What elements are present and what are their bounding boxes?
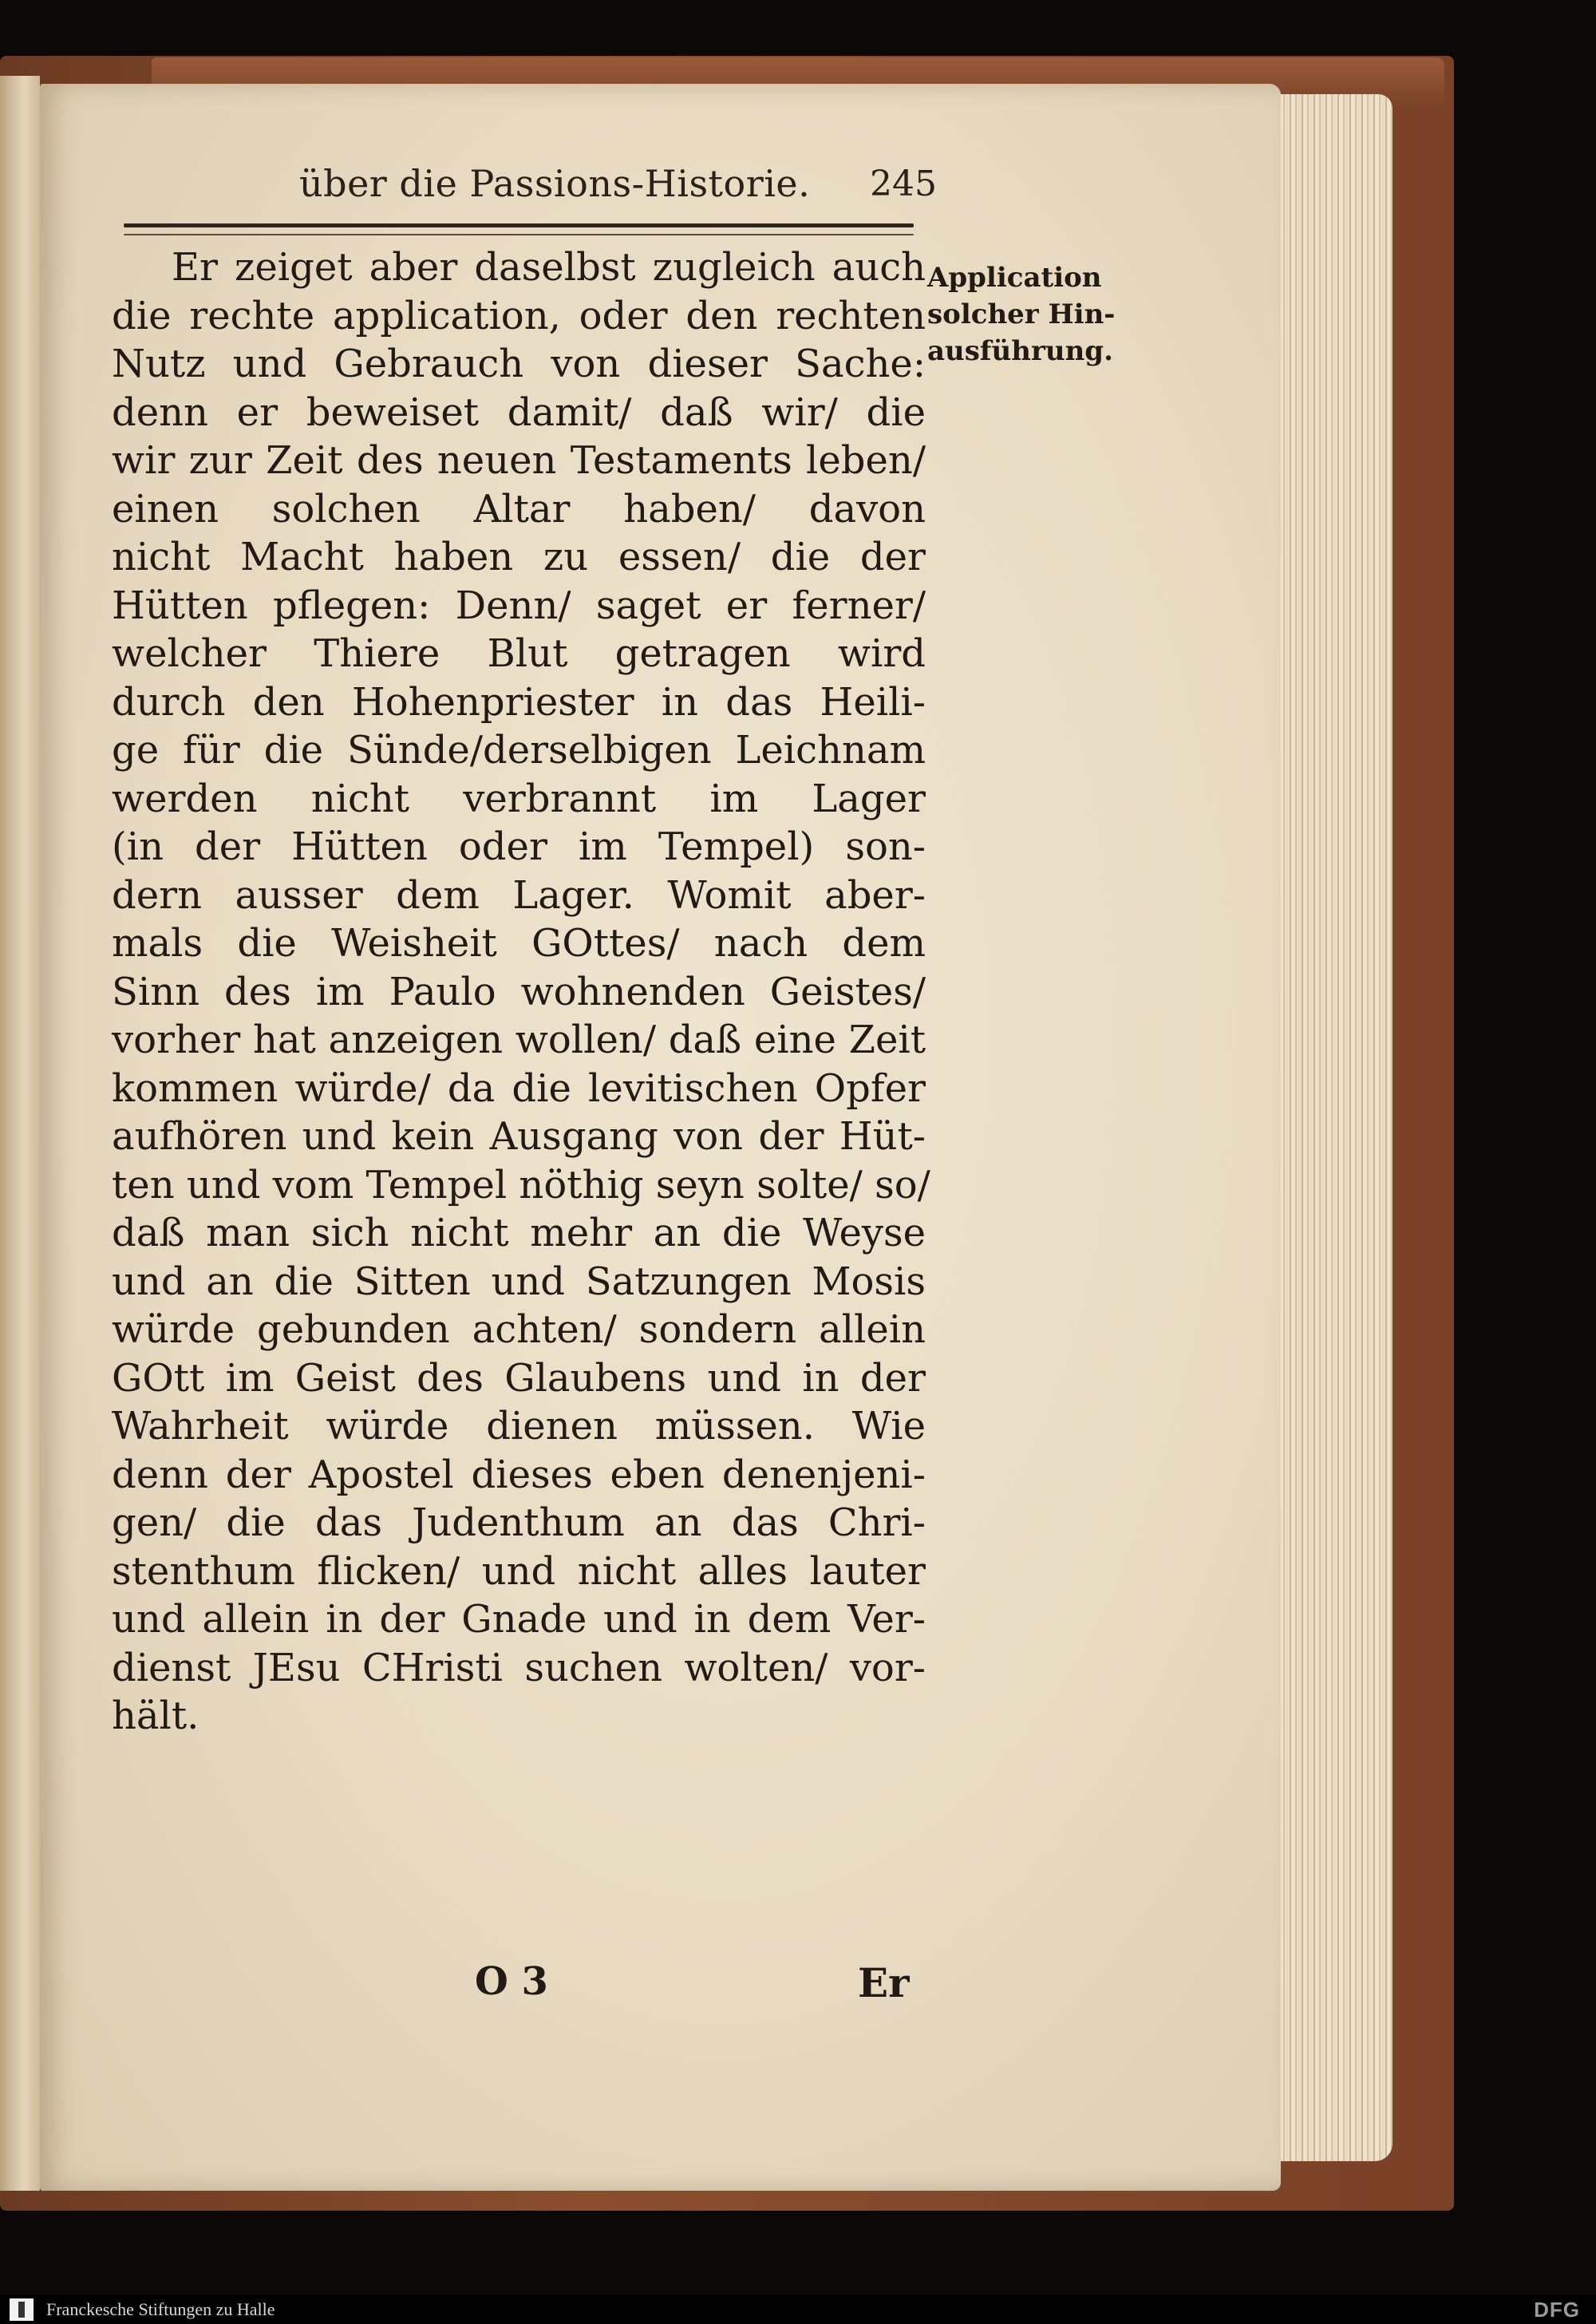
page-number: 245 <box>870 164 937 204</box>
header-rule-thin <box>124 234 914 235</box>
text-line: vorher hat anzeigen wollen/ daß eine Zeit <box>112 1018 926 1062</box>
text-line: und allein in der Gnade und in dem Ver- <box>112 1597 926 1642</box>
signature-mark: O 3 <box>475 1959 548 2004</box>
text-line: Er zeiget aber daselbst zugleich auch <box>172 245 926 290</box>
text-line: Nutz und Gebrauch von dieser Sache: <box>112 342 926 386</box>
text-line: stenthum flicken/ und nicht alles lauter <box>112 1548 926 1594</box>
marginal-note <box>927 259 1143 370</box>
page-header <box>124 156 937 211</box>
text-line: dern ausser dem Lager. Womit aber- <box>112 872 926 918</box>
text-line: Hütten pflegen: Denn/ saget er ferner/ <box>112 583 926 628</box>
text-line: Sinn des im Paulo wohnenden Geistes/ <box>112 969 926 1014</box>
page-stack-fore-edge <box>1273 94 1393 2161</box>
text-line: kommen würde/ da die levitischen Opfer <box>112 1065 926 1111</box>
text-line: denn der Apostel dieses eben denenjeni- <box>112 1452 926 1497</box>
text-line: dienst JEsu CHristi suchen wolten/ vor- <box>112 1645 926 1690</box>
marginal-note-line: solcher Hin- <box>927 298 1116 330</box>
running-head: über die Passions-Historie. <box>299 162 811 205</box>
catchword: Er <box>858 1959 910 2006</box>
text-line: die rechte application, oder den rechten <box>112 293 926 338</box>
text-line: welcher Thiere Blut getragen wird <box>112 631 926 676</box>
text-line-last: hält. <box>112 1694 200 1738</box>
text-line: würde gebunden achten/ sondern allein <box>112 1307 926 1352</box>
text-line: durch den Hohenpriester in das Heili- <box>112 679 926 725</box>
text-line: nicht Macht haben zu essen/ die der <box>112 535 926 579</box>
marginal-note-line: Application <box>927 262 1102 294</box>
text-line: einen solchen Altar haben/ davon <box>112 486 926 532</box>
marginal-note-line: ausführung. <box>927 335 1113 367</box>
institution-logo-icon <box>10 2298 34 2321</box>
text-line: gen/ die das Judenthum an das Chri- <box>112 1500 926 1545</box>
text-line: denn er beweiset damit/ daß wir/ die <box>112 389 926 435</box>
text-line: Wahrheit würde dienen müssen. Wie <box>112 1404 926 1449</box>
text-line: und an die Sitten und Satzungen Mosis <box>112 1259 926 1304</box>
previous-page-edge <box>0 76 40 2191</box>
text-line: daß man sich nicht mehr an die Weyse <box>112 1211 926 1255</box>
header-rule <box>124 223 914 227</box>
text-line: GOtt im Geist des Glaubens und in der <box>112 1355 926 1401</box>
body-text <box>112 243 930 1741</box>
credit-bar <box>0 2295 1596 2324</box>
text-line: aufhören und kein Ausgang von der Hüt- <box>112 1114 926 1159</box>
text-line: (in der Hütten oder im Tempel) son- <box>112 824 926 869</box>
text-line: werden nicht verbrannt im Lager <box>112 776 926 821</box>
text-line: ge für die Sünde/derselbigen Leichnam <box>112 728 926 773</box>
dfg-logo: DFG <box>1534 2298 1580 2322</box>
institution-name: Franckesche Stiftungen zu Halle <box>46 2299 275 2319</box>
text-line: wir zur Zeit des neuen Testaments leben/ <box>112 438 926 483</box>
text-line: ten und vom Tempel nöthig seyn solte/ so/ <box>112 1162 930 1207</box>
text-line: mals die Weisheit GOttes/ nach dem <box>112 921 926 966</box>
page-footer <box>112 1959 926 2015</box>
